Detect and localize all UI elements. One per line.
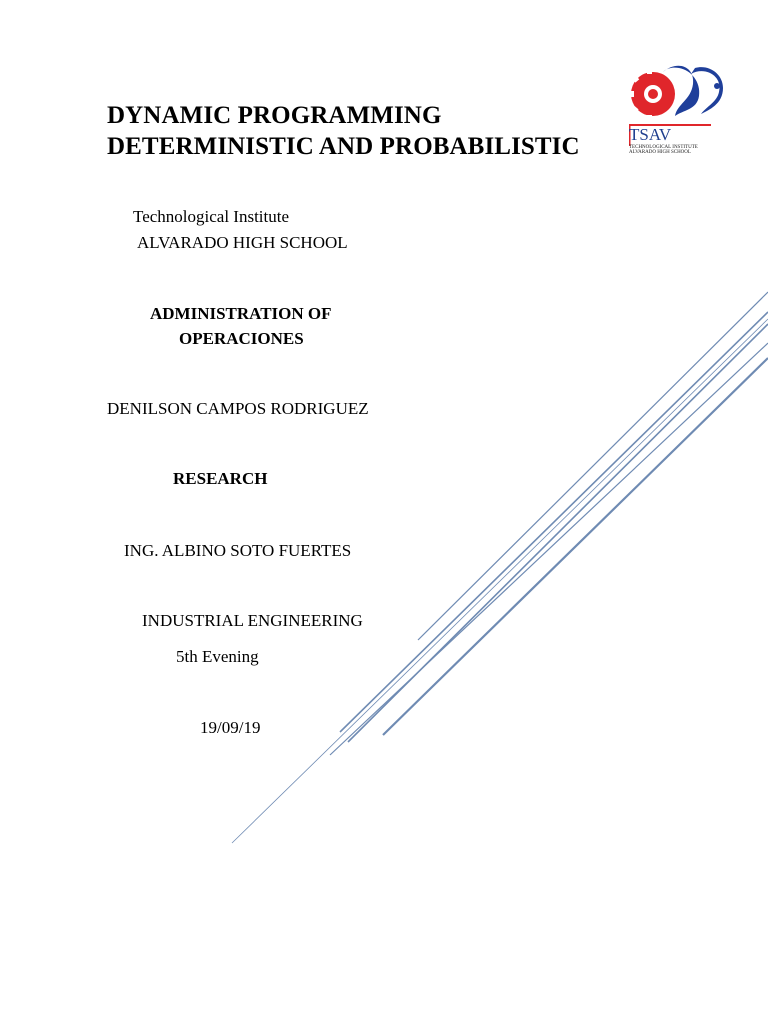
subject-line-2: OPERACIONES	[179, 329, 304, 348]
logo-subtitle-2: ALVARADO HIGH SCHOOL	[629, 150, 691, 155]
decorative-line	[348, 324, 768, 742]
logo-subtitle-1: TECHNOLOGICAL INSTITUTE	[629, 145, 698, 150]
teacher-name: ING. ALBINO SOTO FUERTES	[124, 541, 352, 560]
title-line-1: DYNAMIC PROGRAMMING	[107, 102, 442, 129]
gear-icon	[629, 69, 675, 120]
subject-line-1: ADMINISTRATION OF	[150, 304, 332, 323]
student-name: DENILSON CAMPOS RODRIGUEZ	[107, 399, 369, 418]
group-name: 5th Evening	[176, 647, 259, 666]
institution-line-2: ALVARADO HIGH SCHOOL	[137, 233, 348, 252]
career-name: INDUSTRIAL ENGINEERING	[142, 611, 363, 630]
decorative-line	[340, 312, 768, 732]
work-type: RESEARCH	[173, 469, 268, 488]
logo-acronym: TSAV	[629, 125, 672, 144]
decorative-line	[418, 292, 768, 640]
institution-line-1: Technological Institute	[133, 207, 290, 226]
decorative-line	[330, 343, 768, 755]
document-date: 19/09/19	[200, 718, 261, 737]
decorative-line	[383, 358, 768, 735]
title-line-2: DETERMINISTIC AND PROBABILISTIC	[107, 133, 580, 160]
document-title	[107, 100, 580, 162]
decorative-line	[232, 319, 768, 843]
